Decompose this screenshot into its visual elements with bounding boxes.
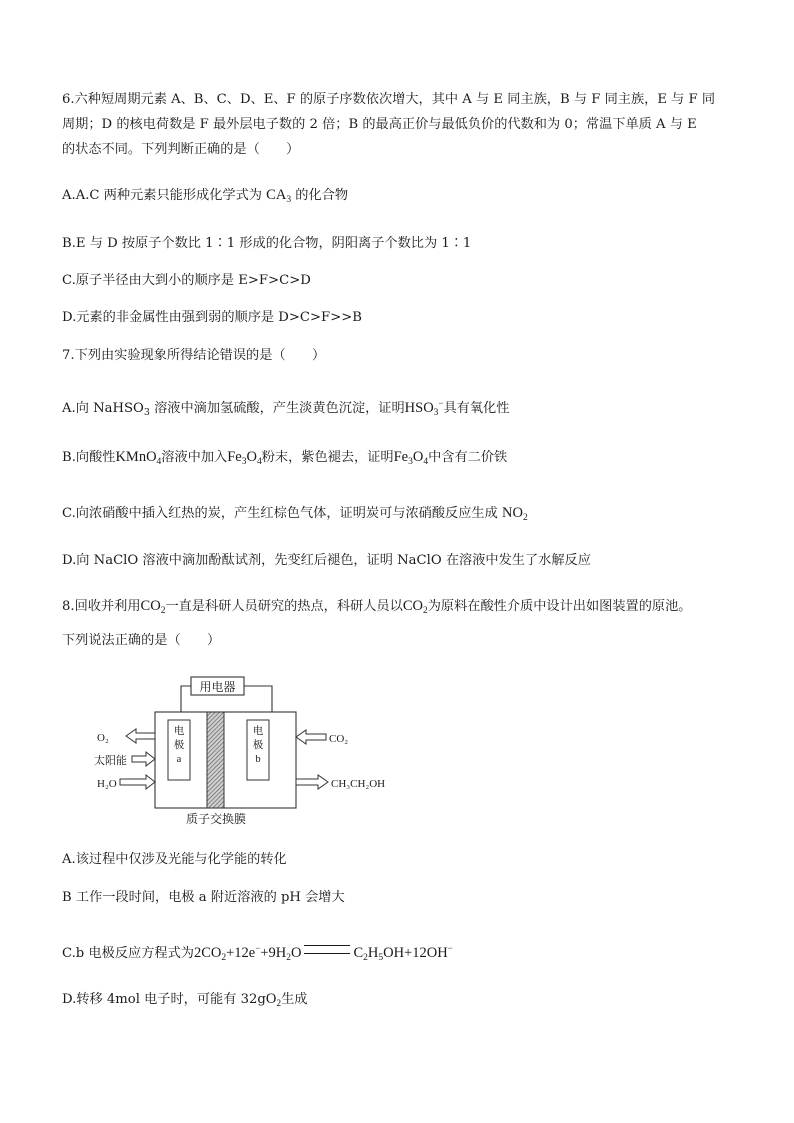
q8-option-c-text: C.b 电极反应方程式为 — [62, 946, 194, 961]
q7-option-c-no2: $NO_2$ — [502, 505, 528, 523]
q7-option-b-text: B.向酸性 — [62, 450, 116, 465]
solar-label: 太阳能 — [94, 755, 127, 767]
o2-label: O₂ — [97, 732, 109, 744]
q7-option-a-text: A.向 NaHSO — [62, 401, 144, 416]
q8-option-d[interactable] — [62, 989, 307, 1014]
q6-option-a-formula: $CA_3$ — [266, 187, 292, 205]
electrode-b-char-2: 极 — [252, 740, 264, 751]
q7-option-c-text: C.向浓硝酸中插入红热的炭，产生红棕色气体，证明炭可与浓硝酸反应生成 — [62, 506, 503, 521]
q8-co2-2: $CO_2$ — [402, 598, 428, 616]
q8-option-d-text: D.转移 4mol 电子时，可能有 32g — [62, 992, 266, 1007]
q7-option-b[interactable] — [62, 447, 507, 472]
q7-option-b-kmno4: KMnO$_4$ — [115, 449, 162, 467]
q8-option-d-suffix: 生成 — [281, 992, 308, 1007]
q7-stem: 7.下列由实验现象所得结论错误的是（ ） — [62, 348, 326, 363]
q8-stem-pre: 8.回收并利用 — [62, 599, 141, 614]
o2-out-arrow-icon — [126, 729, 155, 743]
device-label: 用电器 — [199, 680, 236, 694]
solar-in-arrow-icon — [132, 752, 155, 766]
equals-sign-icon — [304, 945, 350, 954]
q6-option-c[interactable]: C.原子半径由大到小的顺序是 E>F>C>D — [62, 273, 311, 288]
electrode-b-char-3: b — [255, 754, 261, 765]
q8-option-c[interactable] — [62, 938, 453, 968]
h2o-in-arrow-icon — [120, 775, 155, 789]
q7-option-a-sub: 3 — [143, 407, 150, 418]
membrane-label: 质子交换膜 — [185, 812, 247, 826]
q7-option-b-mid2: 粉末，紫色褪去，证明 — [261, 450, 394, 465]
q8-option-a[interactable]: A.该过程中仅涉及光能与化学能的转化 — [62, 852, 287, 867]
electrode-a-char-3: a — [176, 754, 182, 765]
wire-left — [181, 686, 191, 712]
q6-option-a-suffix: 的化合物 — [291, 188, 349, 203]
q6-stem-line-3: 的状态不同。下列判断正确的是（ ） — [62, 142, 300, 157]
electrode-a-char-1: 电 — [173, 726, 185, 737]
co2-label: CO₂ — [329, 733, 349, 745]
q8-co2-1: $CO_2$ — [140, 598, 166, 616]
q7-option-b-suffix: 中含有二价铁 — [428, 450, 508, 465]
q7-option-b-fe3o4-2: $Fe_3O_4$ — [393, 449, 429, 467]
q6-stem-line-1: 6.六种短周期元素 A、B、C、D、E、F 的原子序数依次增大，其中 A 与 E 同主族，B 与 F 同主族，E 与 F 同 — [62, 92, 716, 107]
ethanol-out-arrow-icon — [296, 775, 328, 789]
q7-option-c[interactable] — [62, 503, 528, 528]
q6-option-a[interactable] — [62, 185, 348, 210]
q7-option-a-suffix: 具有氧化性 — [443, 401, 510, 416]
proton-exchange-membrane — [207, 712, 224, 808]
electrolytic-cell-diagram — [94, 676, 404, 826]
q7-option-a[interactable] — [62, 393, 509, 423]
q8-option-c-equation: $2CO_2+12e^-+9H_2O$ $C_2H_5OH+12OH^-$ — [193, 943, 453, 963]
q7-option-d[interactable]: D.向 NaClO 溶液中滴加酚酞试剂，先变红后褪色，证明 NaClO 在溶液中发生了水解反应 — [62, 553, 591, 568]
q6-option-a-text: A.A.C 两种元素只能形成化学式为 — [62, 188, 267, 203]
q6-option-d[interactable]: D.元素的非金属性由强到弱的顺序是 D>C>F>>B — [62, 310, 363, 325]
electrode-a-char-2: 极 — [173, 740, 185, 751]
q7-option-a-ion: $HSO_3^-$ — [404, 398, 444, 418]
cell-diagram-svg — [94, 676, 404, 826]
q8-stem-line-2: 下列说法正确的是（ ） — [62, 633, 221, 648]
q7-option-b-mid1: 溶液中加入 — [161, 450, 228, 465]
q7-option-b-fe3o4: $Fe_3O_4$ — [227, 449, 262, 467]
q6-stem-line-2: 周期；D 的核电荷数是 F 最外层电子数的 2 倍；B 的最高正价与最低负价的代数和为 0；常温下单质 A 与 E — [62, 117, 697, 132]
q8-stem-post: 为原料在酸性介质中设计出如图装置的原池。 — [427, 599, 692, 614]
wire-right — [244, 686, 272, 712]
q8-stem-line-1 — [62, 596, 691, 621]
co2-in-arrow-icon — [296, 730, 326, 744]
ethanol-label: CH₃CH₂OH — [331, 778, 386, 790]
q8-stem-mid: 一直是科研人员研究的热点，科研人员以 — [165, 599, 403, 614]
q8-option-d-o2: $O_2$ — [265, 991, 282, 1009]
electrode-b-char-1: 电 — [252, 726, 264, 737]
q7-option-a-mid: 溶液中滴加氢硫酸，产生淡黄色沉淀，证明 — [149, 401, 405, 416]
q8-option-b[interactable]: B 工作一段时间，电极 a 附近溶液的 pH 会增大 — [62, 890, 345, 905]
h2o-label: H₂O — [97, 778, 117, 790]
q6-option-b[interactable]: B.E 与 D 按原子个数比 1∶1 形成的化合物，阴阳离子个数比为 1∶1 — [62, 236, 472, 251]
